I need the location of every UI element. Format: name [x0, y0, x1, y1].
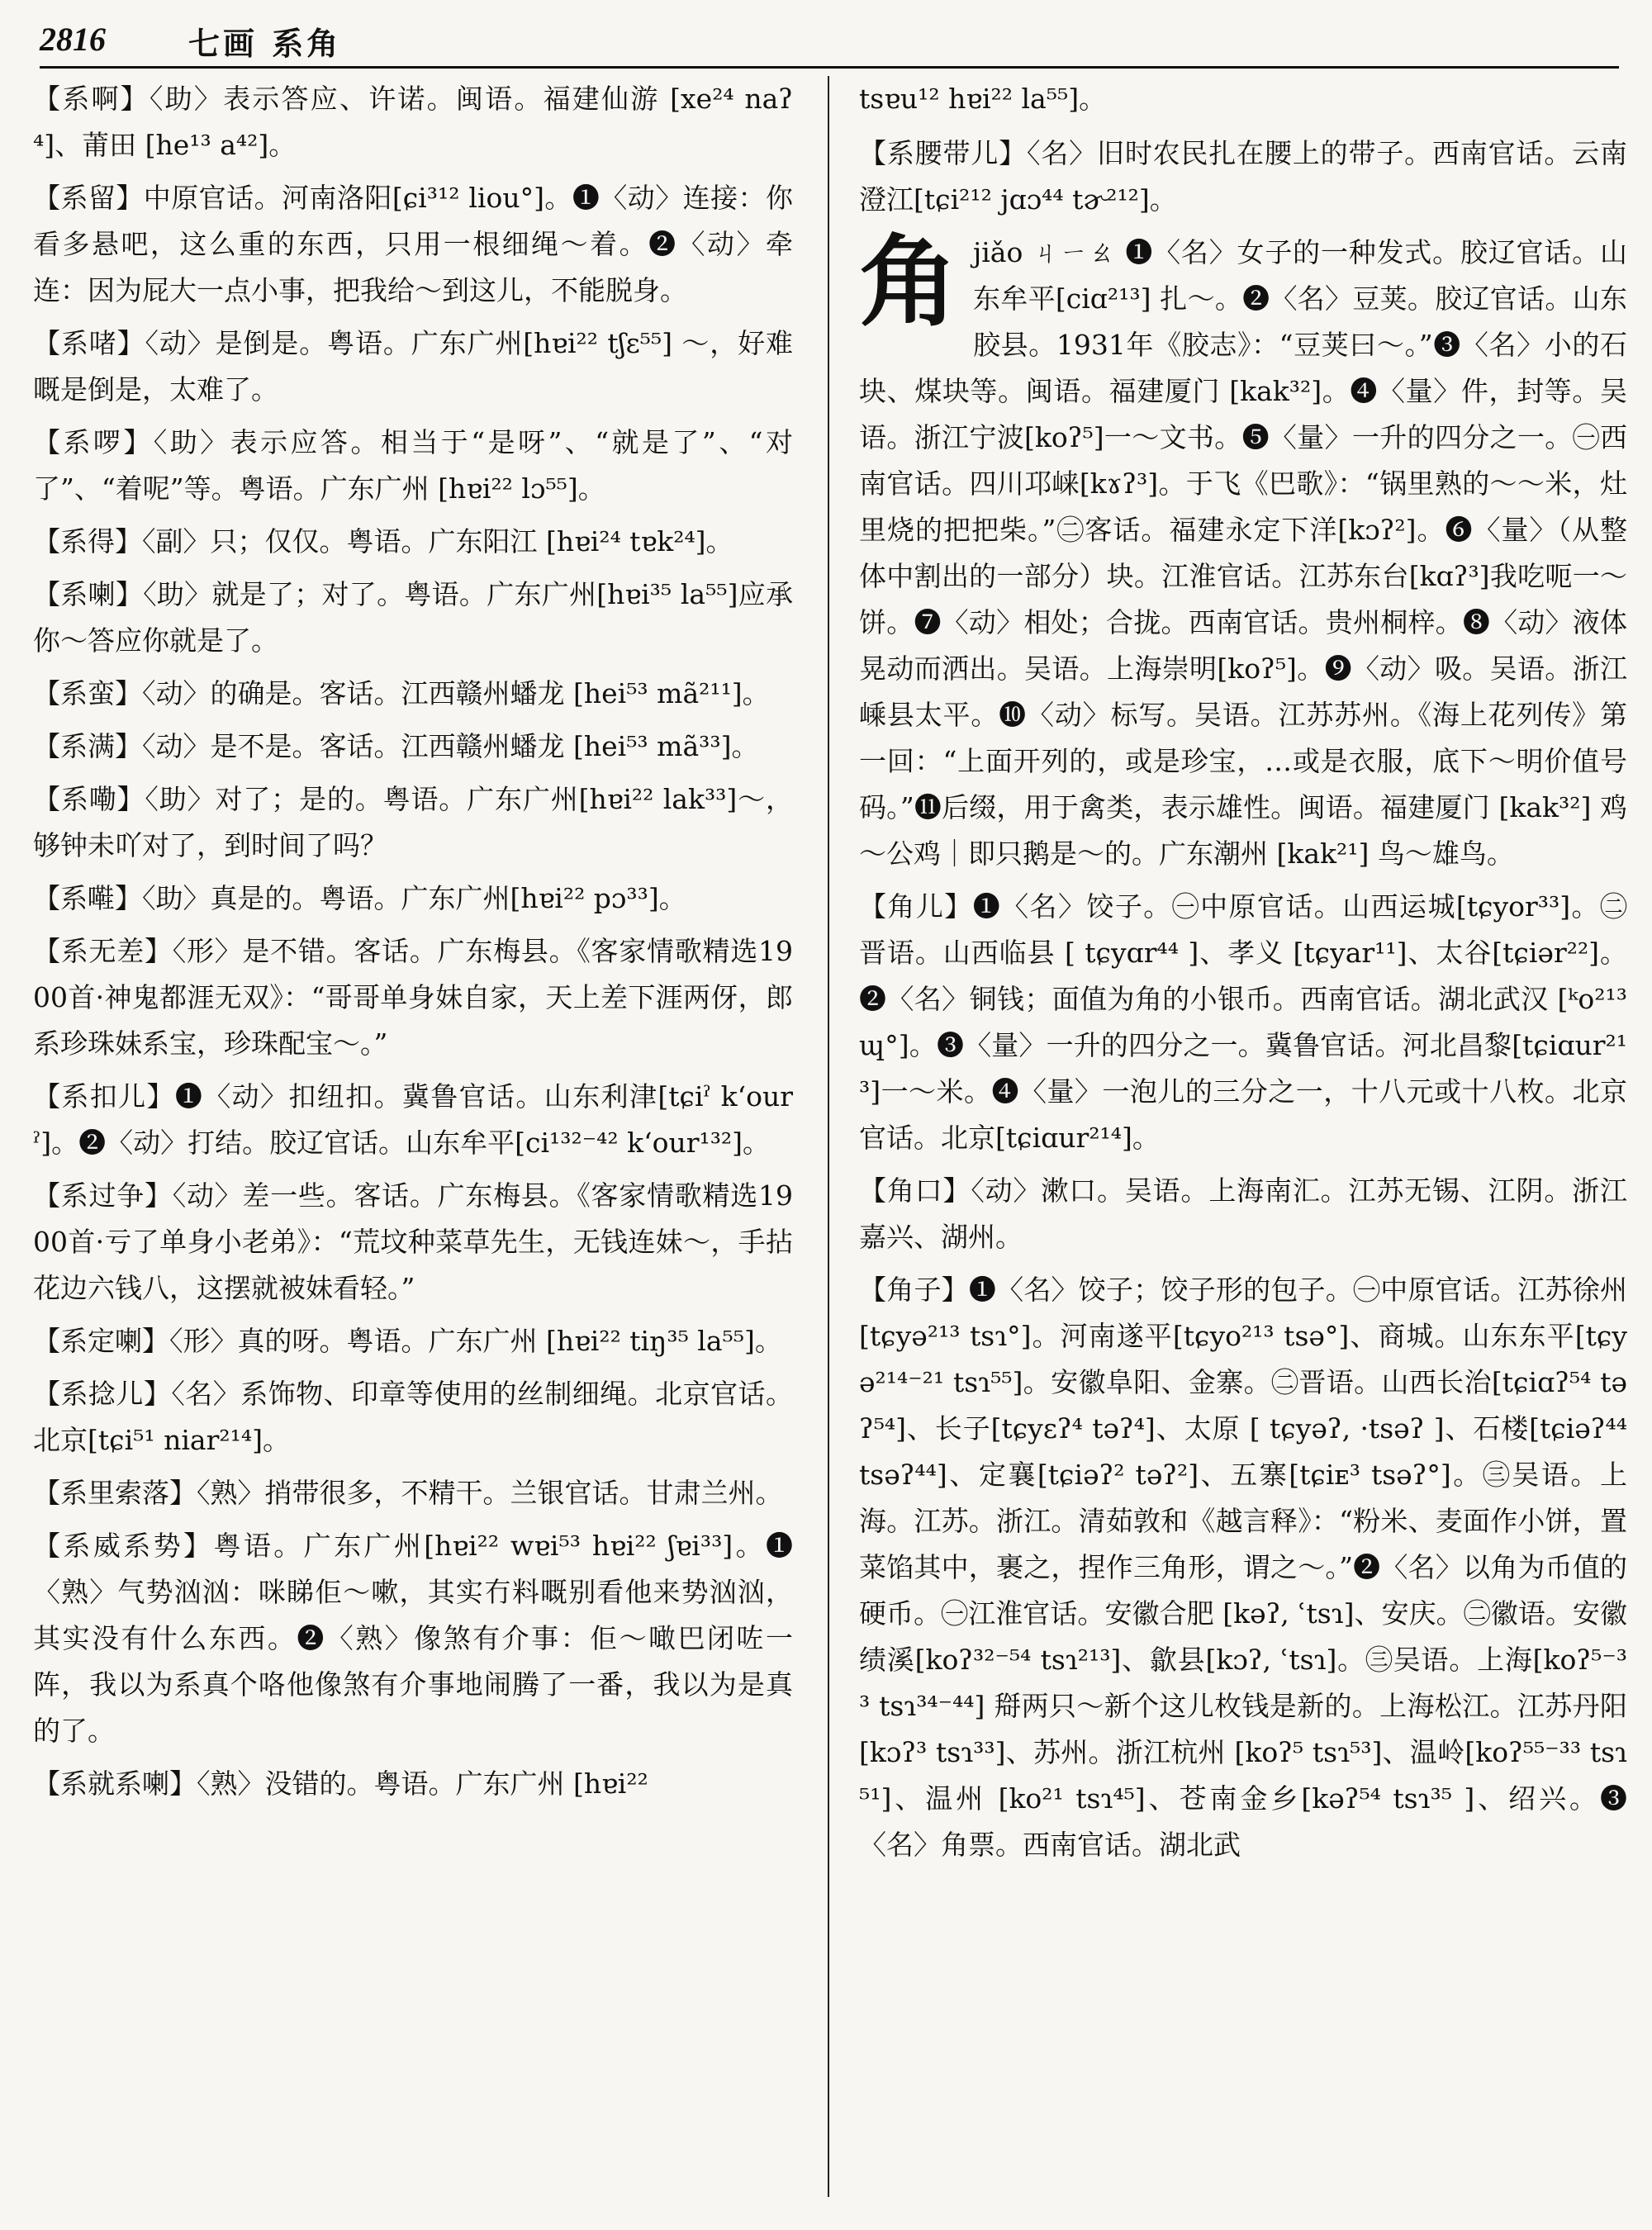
entry: 【系啫】〈动〉是倒是。粤语。广东广州[hɐi²² tʃɛ⁵⁵] ～，好难嘅是倒是，太难了。 [33, 327, 793, 406]
entry: 【系捻儿】〈名〉系饰物、印章等使用的丝制细绳。北京官话。北京[tɕi⁵¹ niar²¹⁴]。 [33, 1378, 793, 1456]
headword-character: 角 [859, 224, 958, 340]
entry: 【系扣儿】❶〈动〉扣纽扣。冀鲁官话。山东利津[tɕiˀ k‘ourˀ]。❷〈动〉打结。胶辽官话。山东牟平[ci¹³²⁻⁴² k‘our¹³²]。 [33, 1080, 793, 1159]
entry: 【系留】中原官话。河南洛阳[ɕi³¹² liou°]。❶〈动〉连接：你看多悬吧，这么重的东西，只用一根细绳～着。❷〈动〉牵连：因为屁大一点小事，把我给～到这儿，不能脱身。 [33, 182, 793, 306]
entry: 【角儿】❶〈名〉饺子。㊀中原官话。山西运城[tɕyor³³]。㊁晋语。山西临县 [ tɕyɑr⁴⁴ ]、孝义 [tɕyar¹¹]、太谷[tɕiər²²]。❷〈名〉铜钱；面值为角的小银币。西南官话。湖北武汉 [ᵏo²¹³ ɰ°]。❸〈量〉一升的四分之一。冀鲁官话。河北昌黎[tɕiɑur²¹³]一～米。❹〈量〉一泡儿的三分之一，十八元或十八枚。北京官话。北京[tɕiɑur²¹⁴]。 [859, 890, 1627, 1154]
page-number: 2816 [40, 21, 106, 58]
entry: 【系啊】〈助〉表示答应、许诺。闽语。福建仙游 [xe²⁴ naʔ⁴]、莆田 [he¹³ a⁴²]。 [33, 83, 793, 161]
entry: 【系满】〈动〉是不是。客话。江西赣州蟠龙 [hei⁵³ mã³³]。 [33, 730, 759, 762]
entry: 【角子】❶〈名〉饺子；饺子形的包子。㊀中原官话。江苏徐州[tɕyə²¹³ tsɿ°]。河南遂平[tɕyo²¹³ tsə°]、商城。山东东平[tɕyə²¹⁴⁻²¹ tsɿ⁵⁵]。安徽阜阳、金寨。㊁晋语。山西长治[tɕiɑʔ⁵⁴ təʔ⁵⁴]、长子[tɕyɛʔ⁴ təʔ⁴]、太原 [ tɕyəʔ, ·tsəʔ ]、石楼[tɕiəʔ⁴⁴ tsəʔ⁴⁴]、定襄[tɕiəʔ² təʔ²]、五寨[tɕiᴇ³ tsəʔ°]。㊂吴语。上海。江苏。浙江。清茹敦和《越言释》：“粉米、麦面作小饼，置菜馅其中，裹之，捏作三角形，谓之～。”❷〈名〉以角为币值的硬币。㊀江淮官话。安徽合肥 [kəʔ, ʿtsɿ]、安庆。㊁徽语。安徽绩溪[koʔ³²⁻⁵⁴ tsɿ²¹³]、歙县[kɔʔ, ʿtsɿ]。㊂吴语。上海[koʔ⁵⁻³³ tsɿ³⁴⁻⁴⁴] 搿两只～新个这儿枚钱是新的。上海松江。江苏丹阳[kɔʔ³ tsɿ³³]、苏州。浙江杭州 [koʔ⁵ tsɿ⁵³]、温岭[koʔ⁵⁵⁻³³ tsɿ⁵¹]、温州 [ko²¹ tsɿ⁴⁵]、苍南金乡[kəʔ⁵⁴ tsɿ³⁵ ]、绍兴。❸〈名〉角票。西南官话。湖北武 [859, 1274, 1627, 1861]
column-divider [828, 76, 829, 2197]
page-header [40, 18, 1619, 69]
entry: 【系嚡】〈助〉真是的。粤语。广东广州[hɐi²² pɔ³³]。 [33, 882, 686, 914]
entry: 【系嘞】〈助〉对了；是的。粤语。广东广州[hɐi²² lak³³]～，够钟未吖对了，到时间了吗？ [33, 783, 793, 861]
entry: 【系蛮】〈动〉的确是。客话。江西赣州蟠龙 [hei⁵³ mã²¹¹]。 [33, 677, 770, 709]
section-title: 七画 系角 [188, 25, 342, 62]
entry-continuation: tsɐu¹² hɐi²² la⁵⁵]。 [859, 83, 1107, 115]
entry: 【系喇】〈助〉就是了；对了。粤语。广东广州[hɐi³⁵ la⁵⁵]应承你～答应你就是了。 [33, 578, 793, 657]
entry: 【系里索落】〈熟〉捎带很多，不精干。兰银官话。甘肃兰州。 [33, 1477, 783, 1509]
left-column [33, 76, 793, 2230]
entry: 【系腰带儿】〈名〉旧时农民扎在腰上的带子。西南官话。云南澄江[tɕi²¹² jɑɔ⁴⁴ tɚ²¹²]。 [859, 137, 1627, 216]
entry: 【系过争】〈动〉差一些。客话。广东梅县。《客家情歌精选1900首·亏了单身小老弟》：“荒坟种菜草先生，无钱连妹～，手拈花边六钱八，这摆就被妹看轻。” [33, 1179, 793, 1304]
entry: 【角口】〈动〉漱口。吴语。上海南汇。江苏无锡、江阴。浙江嘉兴、湖州。 [859, 1174, 1627, 1253]
entry: 【系啰】〈助〉表示应答。相当于“是呀”、“就是了”、“对了”、“着呢”等。粤语。广东广州 [hɐi²² lɔ⁵⁵]。 [33, 426, 793, 505]
right-column [859, 76, 1627, 2230]
entry: 【系就系喇】〈熟〉没错的。粤语。广东广州 [hɐi²² [33, 1767, 648, 1800]
entry: 【系无差】〈形〉是不错。客话。广东梅县。《客家情歌精选1900首·神鬼都涯无双》：“哥哥单身妹自家，天上差下涯两伢，郎系珍珠妹系宝，珍珠配宝～。” [33, 935, 793, 1060]
entry: 【系得】〈副〉只；仅仅。粤语。广东阳江 [hɐi²⁴ tɐk²⁴]。 [33, 525, 733, 558]
entry: 【系定喇】〈形〉真的呀。粤语。广东广州 [hɐi²² tiŋ³⁵ la⁵⁵]。 [33, 1325, 782, 1357]
headword-entry-jiao [859, 224, 1627, 877]
headword-definition: jiǎo ㄐㄧㄠ ❶〈名〉女子的一种发式。胶辽官话。山东牟平[ciɑ²¹³] 扎～。❷〈名〉豆荚。胶辽官话。山东胶县。1931年《胶志》：“豆荚曰～。”❸〈名〉小的石块、煤块等。闽语。福建厦门 [kak³²]。❹〈量〉件，封等。吴语。浙江宁波[koʔ⁵]一～文书。❺〈量〉一升的四分之一。㊀西南官话。四川邛崃[kɤʔ³]。于飞《巴歌》：“锅里熟的～～米，灶里烧的把把柴。”㊁客话。福建永定下洋[kɔʔ²]。❻〈量〉（从整体中割出的一部分）块。江淮官话。江苏东台[kɑʔ³]我吃呃一～饼。❼〈动〉相处；合拢。西南官话。贵州桐梓。❽〈动〉液体晃动而洒出。吴语。上海崇明[koʔ⁵]。❾〈动〉吸。吴语。浙江嵊县太平。❿〈动〉标写。吴语。江苏苏州。《海上花列传》第一回：“上面开列的，或是珍宝，…或是衣服，底下～明价值号码。”⓫后缀，用于禽类，表示雄性。闽语。福建厦门 [kak³²] 鸡～公鸡｜即只鹅是～的。广东潮州 [kak²¹] 鸟～雄鸟。 [859, 236, 1627, 870]
entry: 【系威系势】粤语。广东广州[hɐi²² wɐi⁵³ hɐi²² ʃɐi³³]。❶〈熟〉气势汹汹：咪睇佢～嗽，其实冇料嘅别看他来势汹汹，其实没有什么东西。❷〈熟〉像煞有介事：佢～噉巴闭咗一阵，我以为系真个咯他像煞有介事地闹腾了一番，我以为是真的了。 [33, 1530, 793, 1747]
